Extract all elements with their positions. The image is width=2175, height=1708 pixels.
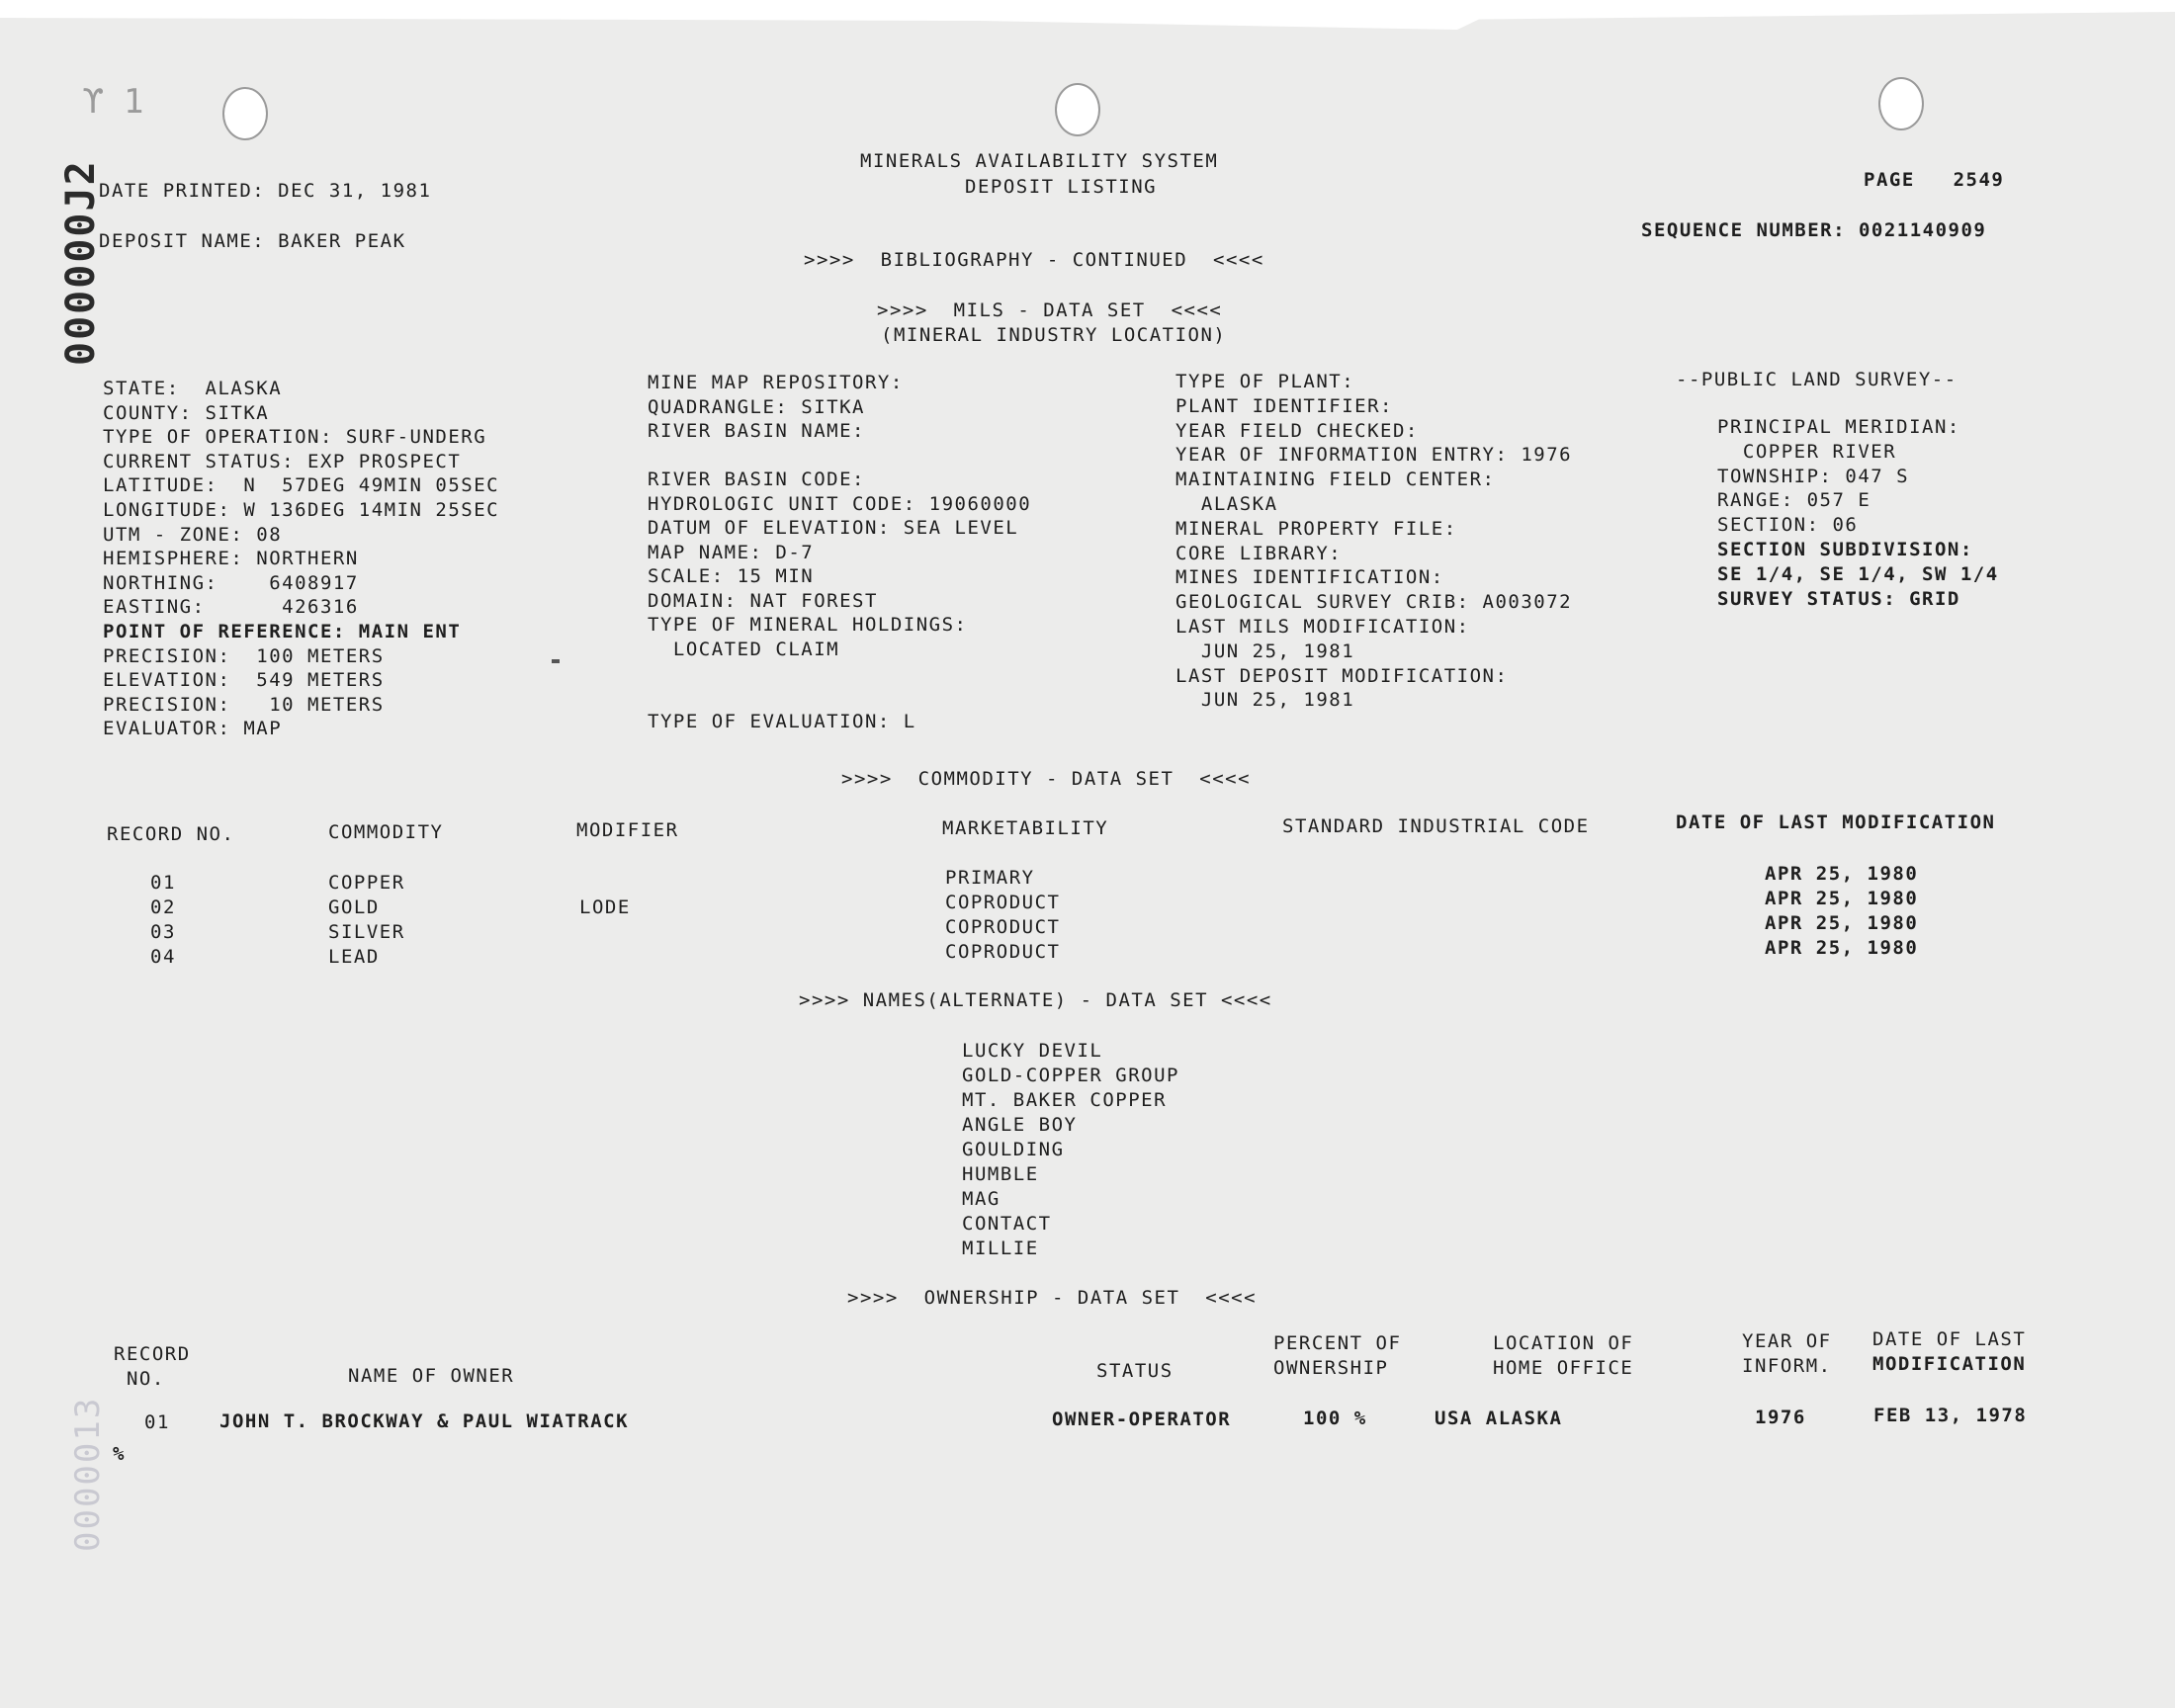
ownership-header-record-1: RECORD <box>114 1343 191 1365</box>
location-field: NORTHING: 6408917 <box>103 571 359 594</box>
commodity-name: LEAD <box>328 946 380 968</box>
alternate-name: CONTACT <box>962 1213 1052 1235</box>
location-field: EASTING: 426316 <box>103 596 359 619</box>
punch-hole-center <box>1055 83 1100 136</box>
punch-hole-left <box>222 87 268 140</box>
system-title: MINERALS AVAILABILITY SYSTEM <box>860 150 1219 172</box>
commodity-record: 04 <box>150 946 176 968</box>
plant-field: JUN 25, 1981 <box>1175 689 1355 712</box>
commodity-record: 02 <box>150 897 176 918</box>
commodity-marketability: COPRODUCT <box>945 916 1061 938</box>
plant-field: MINERAL PROPERTY FILE: <box>1175 517 1457 540</box>
ownership-header-date-2: MODIFICATION <box>1872 1353 2027 1375</box>
plant-field: CORE LIBRARY: <box>1175 542 1343 564</box>
commodity-record: 01 <box>150 872 176 894</box>
plant-field: MAINTAINING FIELD CENTER: <box>1175 469 1496 491</box>
sequence-number: SEQUENCE NUMBER: 0021140909 <box>1641 219 1987 241</box>
commodity-date: APR 25, 1980 <box>1765 912 1919 934</box>
map-field: QUADRANGLE: SITKA <box>648 395 865 418</box>
plant-field: YEAR OF INFORMATION ENTRY: 1976 <box>1175 444 1573 467</box>
ownership-date: FEB 13, 1978 <box>1873 1405 2028 1426</box>
date-printed: DATE PRINTED: DEC 31, 1981 <box>99 180 432 202</box>
commodity-header-record: RECORD NO. <box>107 823 235 845</box>
plant-field: PLANT IDENTIFIER: <box>1175 394 1393 417</box>
location-field: PRECISION: 10 METERS <box>103 693 385 716</box>
ownership-year: 1976 <box>1755 1407 1806 1428</box>
survey-field: COPPER RIVER <box>1717 440 1897 463</box>
alternate-name: GOULDING <box>962 1139 1065 1160</box>
location-field: LATITUDE: N 57DEG 49MIN 05SEC <box>103 474 500 497</box>
alternate-name: HUMBLE <box>962 1163 1039 1185</box>
commodity-heading: >>>> COMMODITY - DATA SET <<<< <box>841 768 1252 790</box>
commodity-header-sic: STANDARD INDUSTRIAL CODE <box>1282 815 1590 837</box>
stray-mark <box>552 659 560 663</box>
ownership-header-status: STATUS <box>1096 1360 1174 1382</box>
ownership-heading: >>>> OWNERSHIP - DATA SET <<<< <box>847 1287 1258 1309</box>
ownership-header-date-1: DATE OF LAST <box>1872 1328 2027 1350</box>
commodity-header-marketability: MARKETABILITY <box>942 817 1109 839</box>
commodity-header-date: DATE OF LAST MODIFICATION <box>1676 811 1996 833</box>
location-field: CURRENT STATUS: EXP PROSPECT <box>103 450 462 472</box>
commodity-name: SILVER <box>328 921 405 943</box>
ownership-header-location-2: HOME OFFICE <box>1493 1357 1634 1379</box>
ownership-header-percent-2: OWNERSHIP <box>1273 1357 1389 1379</box>
names-heading: >>>> NAMES(ALTERNATE) - DATA SET <<<< <box>799 989 1272 1011</box>
commodity-modifier: LODE <box>579 897 631 918</box>
plant-field: LAST MILS MODIFICATION: <box>1175 616 1470 638</box>
commodity-record: 03 <box>150 921 176 943</box>
alternate-name: MT. BAKER COPPER <box>962 1089 1168 1111</box>
map-field: LOCATED CLAIM <box>648 638 840 660</box>
commodity-date: APR 25, 1980 <box>1765 937 1919 959</box>
plant-field: ALASKA <box>1175 493 1278 515</box>
bibliography-heading: >>>> BIBLIOGRAPHY - CONTINUED <<<< <box>804 249 1264 271</box>
location-field: STATE: ALASKA <box>103 378 283 399</box>
alternate-name: LUCKY DEVIL <box>962 1040 1103 1062</box>
survey-field: SE 1/4, SE 1/4, SW 1/4 <box>1717 562 1999 585</box>
punch-hole-right <box>1878 77 1924 130</box>
listing-title: DEPOSIT LISTING <box>965 176 1158 198</box>
pencil-mark: ϒ 1 <box>83 82 144 122</box>
location-field: HEMISPHERE: NORTHERN <box>103 548 359 570</box>
public-land-survey-heading: --PUBLIC LAND SURVEY-- <box>1676 369 1958 390</box>
commodity-date: APR 25, 1980 <box>1765 888 1919 909</box>
survey-field: PRINCIPAL MERIDIAN: <box>1717 416 1960 438</box>
location-field: LONGITUDE: W 136DEG 14MIN 25SEC <box>103 499 500 521</box>
commodity-date: APR 25, 1980 <box>1765 863 1919 885</box>
commodity-name: GOLD <box>328 897 380 918</box>
commodity-header-commodity: COMMODITY <box>328 821 444 843</box>
plant-field: JUN 25, 1981 <box>1175 640 1355 662</box>
survey-field: SECTION SUBDIVISION: <box>1717 539 1973 560</box>
survey-field: SECTION: 06 <box>1717 514 1859 537</box>
map-field: HYDROLOGIC UNIT CODE: 19060000 <box>648 492 1032 515</box>
frame-stamp-top: 000000J2 <box>58 159 104 366</box>
location-field: UTM - ZONE: 08 <box>103 523 283 546</box>
ownership-location: USA ALASKA <box>1435 1408 1563 1429</box>
ownership-header-owner: NAME OF OWNER <box>348 1365 515 1387</box>
alternate-name: ANGLE BOY <box>962 1114 1078 1136</box>
plant-field: TYPE OF PLANT: <box>1175 371 1355 392</box>
percent-mark: % <box>113 1443 126 1465</box>
ownership-owner: JOHN T. BROCKWAY & PAUL WIATRACK <box>219 1410 630 1432</box>
map-field: RIVER BASIN CODE: <box>648 469 865 490</box>
page-number: PAGE 2549 <box>1864 169 2005 191</box>
commodity-marketability: COPRODUCT <box>945 941 1061 963</box>
ownership-header-record-2: NO. <box>114 1368 165 1390</box>
map-field: TYPE OF EVALUATION: L <box>648 711 916 732</box>
map-field: TYPE OF MINERAL HOLDINGS: <box>648 614 968 636</box>
ownership-header-year-1: YEAR OF <box>1742 1330 1832 1352</box>
survey-field: TOWNSHIP: 047 S <box>1717 465 1910 487</box>
survey-field: RANGE: 057 E <box>1717 489 1871 512</box>
plant-field: GEOLOGICAL SURVEY CRIB: A003072 <box>1175 591 1573 614</box>
ownership-status: OWNER-OPERATOR <box>1052 1409 1232 1430</box>
ownership-header-year-2: INFORM. <box>1742 1355 1832 1377</box>
ownership-percent: 100 % <box>1303 1408 1367 1429</box>
frame-stamp-bottom: 0000013 <box>68 1396 108 1552</box>
mils-subheading: (MINERAL INDUSTRY LOCATION) <box>881 324 1227 346</box>
location-field: TYPE OF OPERATION: SURF-UNDERG <box>103 426 487 449</box>
deposit-name: DEPOSIT NAME: BAKER PEAK <box>99 230 406 252</box>
commodity-marketability: PRIMARY <box>945 867 1035 889</box>
ownership-header-location-1: LOCATION OF <box>1493 1332 1634 1354</box>
commodity-marketability: COPRODUCT <box>945 892 1061 913</box>
location-field: PRECISION: 100 METERS <box>103 644 385 667</box>
plant-field: YEAR FIELD CHECKED: <box>1175 419 1419 442</box>
map-field: RIVER BASIN NAME: <box>648 420 865 442</box>
survey-field: SURVEY STATUS: GRID <box>1717 587 1960 610</box>
alternate-name: GOLD-COPPER GROUP <box>962 1065 1179 1086</box>
location-field: ELEVATION: 549 METERS <box>103 669 385 692</box>
plant-field: LAST DEPOSIT MODIFICATION: <box>1175 664 1509 687</box>
location-field: EVALUATOR: MAP <box>103 718 283 740</box>
map-field: MAP NAME: D-7 <box>648 541 815 563</box>
location-field: COUNTY: SITKA <box>103 401 270 424</box>
commodity-name: COPPER <box>328 872 405 894</box>
ownership-record: 01 <box>144 1411 170 1433</box>
mils-heading: >>>> MILS - DATA SET <<<< <box>877 299 1223 321</box>
map-field: DOMAIN: NAT FOREST <box>648 589 878 612</box>
alternate-name: MILLIE <box>962 1238 1039 1259</box>
commodity-header-modifier: MODIFIER <box>576 819 679 841</box>
alternate-name: MAG <box>962 1188 1000 1210</box>
map-field: DATUM OF ELEVATION: SEA LEVEL <box>648 517 1019 539</box>
plant-field: MINES IDENTIFICATION: <box>1175 566 1444 589</box>
ownership-header-percent-1: PERCENT OF <box>1273 1332 1402 1354</box>
map-field: SCALE: 15 MIN <box>648 565 815 587</box>
map-field: MINE MAP REPOSITORY: <box>648 372 904 393</box>
location-field: POINT OF REFERENCE: MAIN ENT <box>103 621 462 642</box>
